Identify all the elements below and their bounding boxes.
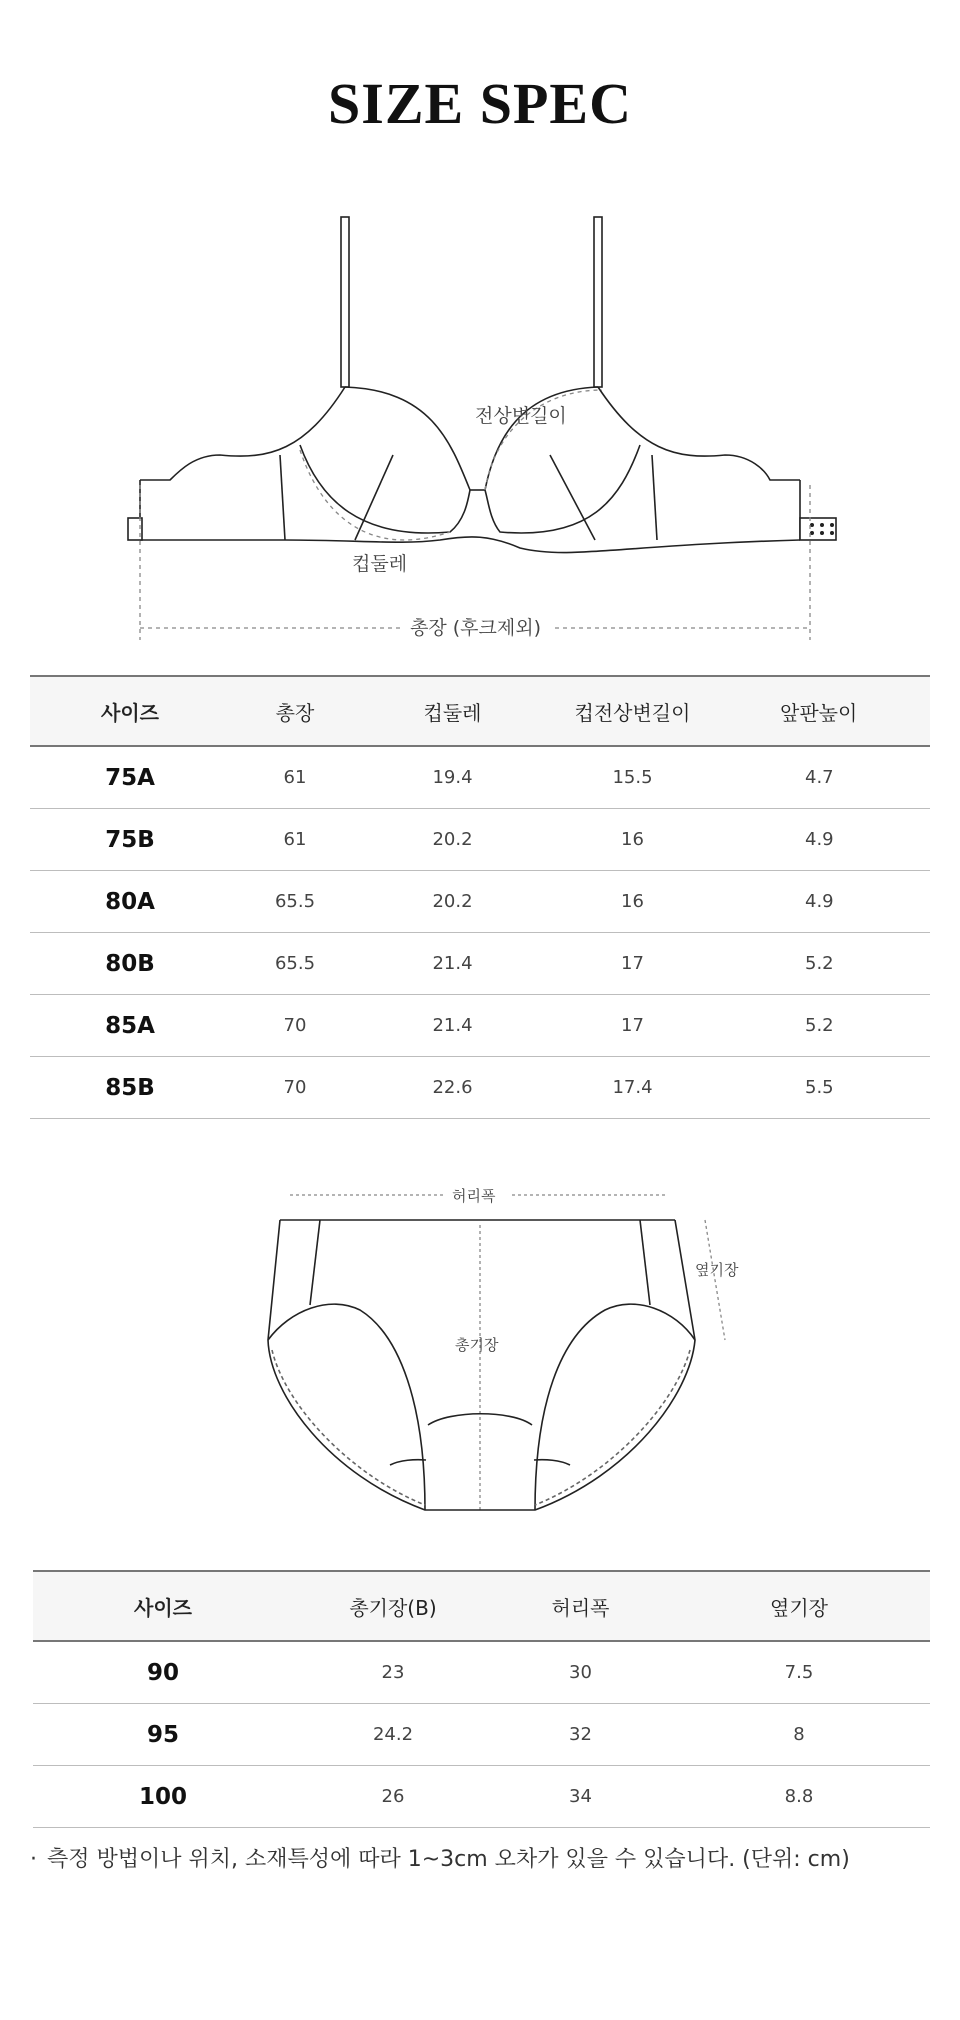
value-cell: 15.5 — [545, 746, 720, 809]
header-size: 사이즈 — [33, 1571, 293, 1641]
label-cup-circumference: 컵둘레 — [352, 553, 408, 575]
table-row — [30, 933, 930, 995]
table-row — [30, 871, 930, 933]
value-cell: 61 — [230, 809, 360, 871]
value-cell: 21.4 — [360, 995, 545, 1057]
value-cell: 8 — [668, 1704, 930, 1766]
size-cell: 85B — [30, 1057, 230, 1119]
value-cell: 65.5 — [230, 933, 360, 995]
value-cell: 4.7 — [720, 746, 930, 809]
header-total-length: 총장 — [230, 676, 360, 746]
value-cell: 16 — [545, 809, 720, 871]
value-cell: 24.2 — [293, 1704, 493, 1766]
note-text: 측정 방법이나 위치, 소재특성에 따라 1~3cm 오차가 있을 수 있습니다. (단위: cm) — [47, 1847, 850, 1872]
size-cell: 75B — [30, 809, 230, 871]
value-cell: 65.5 — [230, 871, 360, 933]
value-cell: 8.8 — [668, 1766, 930, 1828]
size-cell: 80A — [30, 871, 230, 933]
header-size: 사이즈 — [30, 676, 230, 746]
value-cell: 26 — [293, 1766, 493, 1828]
table-row — [30, 746, 930, 809]
value-cell: 5.5 — [720, 1057, 930, 1119]
size-cell: 85A — [30, 995, 230, 1057]
value-cell: 61 — [230, 746, 360, 809]
table-row — [30, 1057, 930, 1119]
size-cell: 75A — [30, 746, 230, 809]
size-cell: 100 — [33, 1766, 293, 1828]
value-cell: 70 — [230, 995, 360, 1057]
value-cell: 22.6 — [360, 1057, 545, 1119]
value-cell: 20.2 — [360, 809, 545, 871]
note-bullet: · — [30, 1847, 37, 1872]
header-cup-top-length: 컵전상변길이 — [545, 676, 720, 746]
value-cell: 30 — [493, 1641, 668, 1704]
panty-table-header — [33, 1571, 930, 1641]
value-cell: 17 — [545, 995, 720, 1057]
panty-size-table — [33, 1570, 930, 1828]
table-row — [33, 1704, 930, 1766]
header-cup-circumference: 컵둘레 — [360, 676, 545, 746]
table-row — [33, 1766, 930, 1828]
value-cell: 5.2 — [720, 933, 930, 995]
label-total-length: 총기장 — [455, 1336, 499, 1354]
value-cell: 17.4 — [545, 1057, 720, 1119]
table-row — [30, 809, 930, 871]
size-cell: 95 — [33, 1704, 293, 1766]
table-row — [30, 995, 930, 1057]
header-total-length-b: 총기장(B) — [293, 1571, 493, 1641]
bra-size-table — [30, 675, 930, 1119]
label-waist-width: 허리폭 — [452, 1187, 496, 1205]
value-cell: 23 — [293, 1641, 493, 1704]
value-cell: 16 — [545, 871, 720, 933]
bra-table-header — [30, 676, 930, 746]
header-side-length: 옆기장 — [668, 1571, 930, 1641]
value-cell: 17 — [545, 933, 720, 995]
value-cell: 5.2 — [720, 995, 930, 1057]
label-side-length: 옆기장 — [695, 1261, 739, 1279]
value-cell: 20.2 — [360, 871, 545, 933]
value-cell: 19.4 — [360, 746, 545, 809]
header-front-height: 앞판높이 — [720, 676, 930, 746]
value-cell: 7.5 — [668, 1641, 930, 1704]
panty-diagram — [250, 1175, 770, 1535]
header-waist-width: 허리폭 — [493, 1571, 668, 1641]
page-title: SIZE SPEC — [328, 71, 632, 136]
value-cell: 21.4 — [360, 933, 545, 995]
label-total-length: 총장 (후크제외) — [410, 617, 541, 639]
size-cell: 80B — [30, 933, 230, 995]
value-cell: 34 — [493, 1766, 668, 1828]
table-row — [33, 1641, 930, 1704]
label-cup-top: 전상변길이 — [475, 405, 567, 427]
value-cell: 4.9 — [720, 871, 930, 933]
measurement-note — [30, 1842, 850, 1873]
bra-diagram — [100, 200, 860, 660]
value-cell: 4.9 — [720, 809, 930, 871]
value-cell: 32 — [493, 1704, 668, 1766]
size-cell: 90 — [33, 1641, 293, 1704]
value-cell: 70 — [230, 1057, 360, 1119]
